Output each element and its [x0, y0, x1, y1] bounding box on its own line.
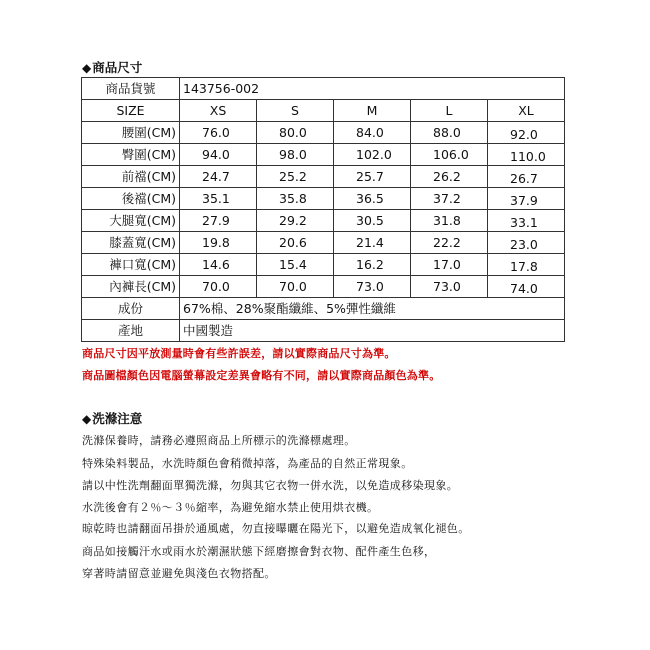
product-code-row — [82, 78, 565, 100]
table-cell: 106.0 — [411, 144, 488, 166]
diamond-bullet-icon: ◆ — [82, 61, 92, 75]
diamond-bullet-icon: ◆ — [82, 412, 92, 426]
table-cell: 80.0 — [257, 122, 334, 144]
table-cell: 27.9 — [180, 210, 257, 232]
table-row — [82, 276, 565, 298]
table-cell: 37.9 — [488, 188, 565, 210]
size-header-l: L — [411, 100, 488, 122]
table-row — [82, 188, 565, 210]
table-cell: 70.0 — [180, 276, 257, 298]
table-cell: 26.2 — [411, 166, 488, 188]
size-header-m: M — [334, 100, 411, 122]
row-label: 膝蓋寬(CM) — [82, 232, 180, 254]
table-cell: 19.8 — [180, 232, 257, 254]
table-cell: 73.0 — [411, 276, 488, 298]
table-cell: 25.2 — [257, 166, 334, 188]
table-cell: 110.0 — [488, 144, 565, 166]
table-cell: 92.0 — [488, 122, 565, 144]
row-label: 後襠(CM) — [82, 188, 180, 210]
table-cell: 14.6 — [180, 254, 257, 276]
table-cell: 30.5 — [334, 210, 411, 232]
table-cell: 36.5 — [334, 188, 411, 210]
table-cell: 98.0 — [257, 144, 334, 166]
table-cell: 35.8 — [257, 188, 334, 210]
wash-section-title-text: 洗滌注意 — [92, 411, 143, 426]
size-header-label: SIZE — [82, 100, 180, 122]
size-header-row — [82, 100, 565, 122]
table-cell: 21.4 — [334, 232, 411, 254]
table-cell: 94.0 — [180, 144, 257, 166]
table-cell: 17.8 — [488, 254, 565, 276]
origin-value: 中國製造 — [180, 320, 565, 342]
wash-instruction-line: 洗滌保養時，請務必遵照商品上所標示的洗滌標處理。 — [82, 434, 356, 447]
table-cell: 25.7 — [334, 166, 411, 188]
table-cell: 20.6 — [257, 232, 334, 254]
wash-instruction-line: 水洗後會有２％～３％縮率，為避免縮水禁止使用烘衣機。 — [82, 501, 379, 514]
wash-instruction-line: 晾乾時也請翻面吊掛於通風處，勿直接曝曬在陽光下，以避免造成氧化褪色。 — [82, 522, 470, 535]
table-cell: 35.1 — [180, 188, 257, 210]
size-header-xl: XL — [488, 100, 565, 122]
material-label: 成份 — [82, 298, 180, 320]
row-label: 腰圍(CM) — [82, 122, 180, 144]
table-row — [82, 166, 565, 188]
table-cell: 26.7 — [488, 166, 565, 188]
table-cell: 23.0 — [488, 232, 565, 254]
wash-instruction-line: 特殊染料製品，水洗時顏色會稍微掉落，為產品的自然正常現象。 — [82, 457, 413, 470]
origin-label: 產地 — [82, 320, 180, 342]
material-value: 67%棉、28%聚酯纖維、5%彈性纖維 — [180, 298, 565, 320]
table-cell: 16.2 — [334, 254, 411, 276]
material-row — [82, 298, 565, 320]
wash-instruction-line: 商品如接觸汗水或雨水於潮濕狀態下經磨擦會對衣物、配件產生色移， — [82, 545, 436, 558]
size-section-title — [82, 60, 142, 76]
wash-section-title — [82, 411, 142, 427]
table-cell: 15.4 — [257, 254, 334, 276]
product-code-label: 商品貨號 — [82, 78, 180, 100]
table-cell: 102.0 — [334, 144, 411, 166]
table-row — [82, 210, 565, 232]
table-cell: 22.2 — [411, 232, 488, 254]
table-cell: 31.8 — [411, 210, 488, 232]
table-cell: 70.0 — [257, 276, 334, 298]
table-cell: 29.2 — [257, 210, 334, 232]
table-cell: 76.0 — [180, 122, 257, 144]
wash-instruction-line: 穿著時請留意並避免與淺色衣物搭配。 — [82, 567, 276, 580]
table-row — [82, 232, 565, 254]
table-cell: 74.0 — [488, 276, 565, 298]
size-disclaimer-note: 商品尺寸因平放測量時會有些許誤差，請以實際商品尺寸為準。 — [82, 347, 396, 360]
table-cell: 17.0 — [411, 254, 488, 276]
table-cell: 88.0 — [411, 122, 488, 144]
size-header-s: S — [257, 100, 334, 122]
origin-row — [82, 320, 565, 342]
size-table — [81, 77, 565, 342]
row-label: 內褲長(CM) — [82, 276, 180, 298]
table-row — [82, 144, 565, 166]
color-disclaimer-note: 商品圖檔顏色因電腦螢幕設定差異會略有不同，請以實際商品顏色為準。 — [82, 369, 441, 382]
table-cell: 33.1 — [488, 210, 565, 232]
table-cell: 73.0 — [334, 276, 411, 298]
table-row — [82, 254, 565, 276]
wash-instruction-line: 請以中性洗劑翻面單獨洗滌，勿與其它衣物一併水洗，以免造成移染現象。 — [82, 479, 459, 492]
size-section-title-text: 商品尺寸 — [92, 60, 143, 75]
table-row — [82, 122, 565, 144]
size-header-xs: XS — [180, 100, 257, 122]
row-label: 大腿寬(CM) — [82, 210, 180, 232]
table-cell: 24.7 — [180, 166, 257, 188]
row-label: 臀圍(CM) — [82, 144, 180, 166]
table-cell: 84.0 — [334, 122, 411, 144]
row-label: 褲口寬(CM) — [82, 254, 180, 276]
row-label: 前襠(CM) — [82, 166, 180, 188]
table-cell: 37.2 — [411, 188, 488, 210]
product-code-value: 143756-002 — [180, 78, 565, 100]
